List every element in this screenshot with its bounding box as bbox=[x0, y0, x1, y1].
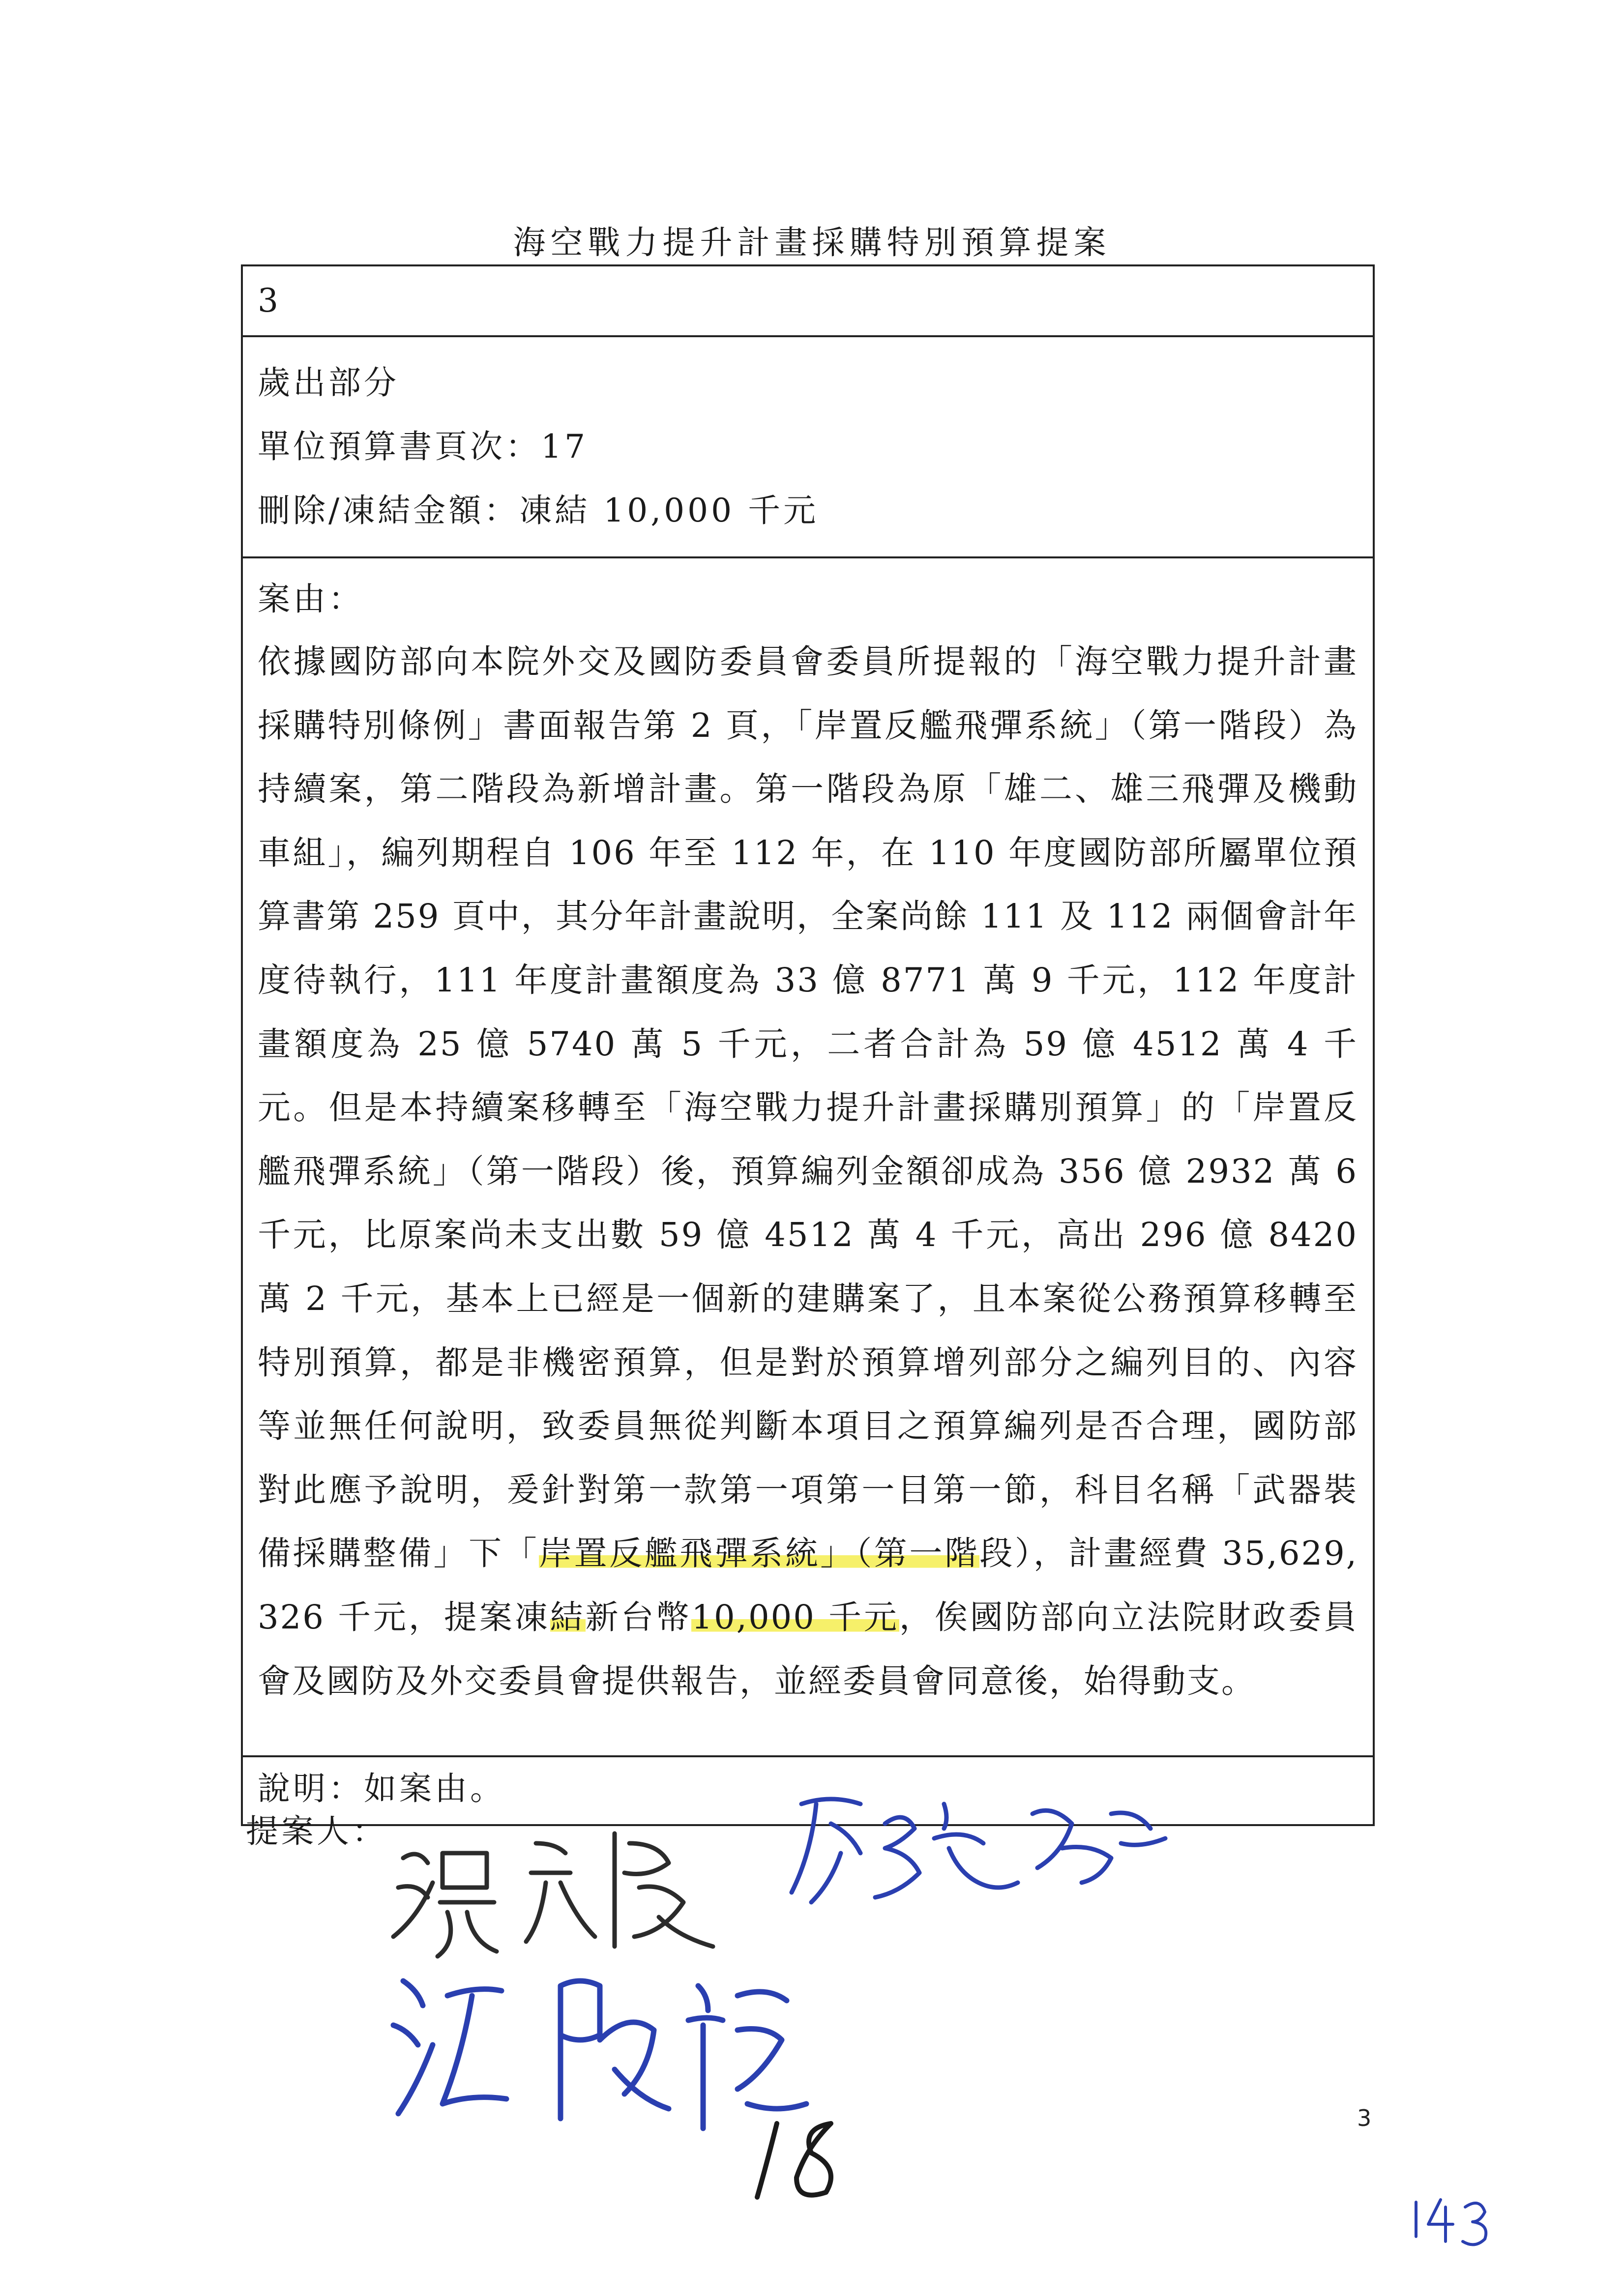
handwritten-page-number bbox=[747, 2114, 875, 2202]
reason-label: 案由： bbox=[258, 580, 364, 618]
printed-page-number: 3 bbox=[1357, 2105, 1372, 2131]
document-title: 海空戰力提升計畫採購特別預算提案 bbox=[513, 224, 1111, 262]
reason-cell bbox=[243, 556, 1373, 1755]
section-label: 歲出部分 bbox=[258, 364, 399, 402]
reason-text-part1: 依據國防部向本院外交及國防委員會委員所提報的「海空戰力提升計畫採購特別條例」書面報告第 2 頁，「岸置反艦飛彈系統」（第一階段）為持續案，第二階段為新增計畫。第一階段為原「雄二、雄三飛彈及機動車組」，編列期程自 106 年至 112 年，在 110 年度國防部所屬單位預算書第 259 頁中，其分年計畫說明，全案尚餘 111 及 112 兩個會計年度待執行，111 年度計畫額度為 33 億 8771 萬 9 千元，112 年度計畫額度為 25 億 5740 萬 5 千元，二者合計為 59 億 4512 萬 4 千元。但是本持續案移轉至「海空戰力提升計畫採購別預算」的「岸置反艦飛彈系統」（第一階段）後，預算編列金額卻成為 356 億 2932 萬 6 千元，比原案尚未支出數 59 億 4512 萬 4 千元，高出 296 億 8420 萬 2 千元，基本上已經是一個新的建購案了，且本案從公務預算移轉至特別預算，都是非機密預算，但是對於預算增列部分之編列目的、內容等並無任何說明，致委員無從判斷本項目之預算編列是否合理，國防部對此應予說明，爰針對第一款第一項第一目第一節，科目名稱「武器裝備採購整備」下「 bbox=[258, 642, 1358, 1573]
reason-text-part3: 新台幣 bbox=[585, 1598, 692, 1636]
freeze-amount: 刪除/凍結金額：凍結 10,000 千元 bbox=[258, 492, 819, 529]
reason-paragraph bbox=[258, 630, 1358, 1713]
signature-1 bbox=[384, 1814, 738, 1971]
signature-2 bbox=[787, 1784, 1180, 1912]
meta-cell bbox=[243, 335, 1373, 556]
item-number: 3 bbox=[258, 282, 278, 320]
note-cell: 說明：如案由。 bbox=[243, 1755, 1373, 1824]
reason-text-part4: ，俟國防部向立法院財政委員會及國防及外交委員會提供報告，並經委員會同意後，始得動支。 bbox=[258, 1598, 1358, 1700]
highlight-freeze-char: 結 bbox=[550, 1598, 586, 1636]
handwritten-stamp-number bbox=[1406, 2192, 1495, 2246]
proposer-label: 提案人： bbox=[246, 1812, 387, 1850]
highlight-system-name: 岸置反艦飛彈系統」（第一階 bbox=[539, 1534, 980, 1573]
reason-text-part2: 段），計畫經費 35,629,326 千元，提案凍 bbox=[258, 1534, 1358, 1636]
proposal-table bbox=[241, 264, 1375, 1826]
highlight-amount: 10,000 千元 bbox=[691, 1598, 899, 1636]
budget-page: 單位預算書頁次：17 bbox=[258, 428, 588, 465]
